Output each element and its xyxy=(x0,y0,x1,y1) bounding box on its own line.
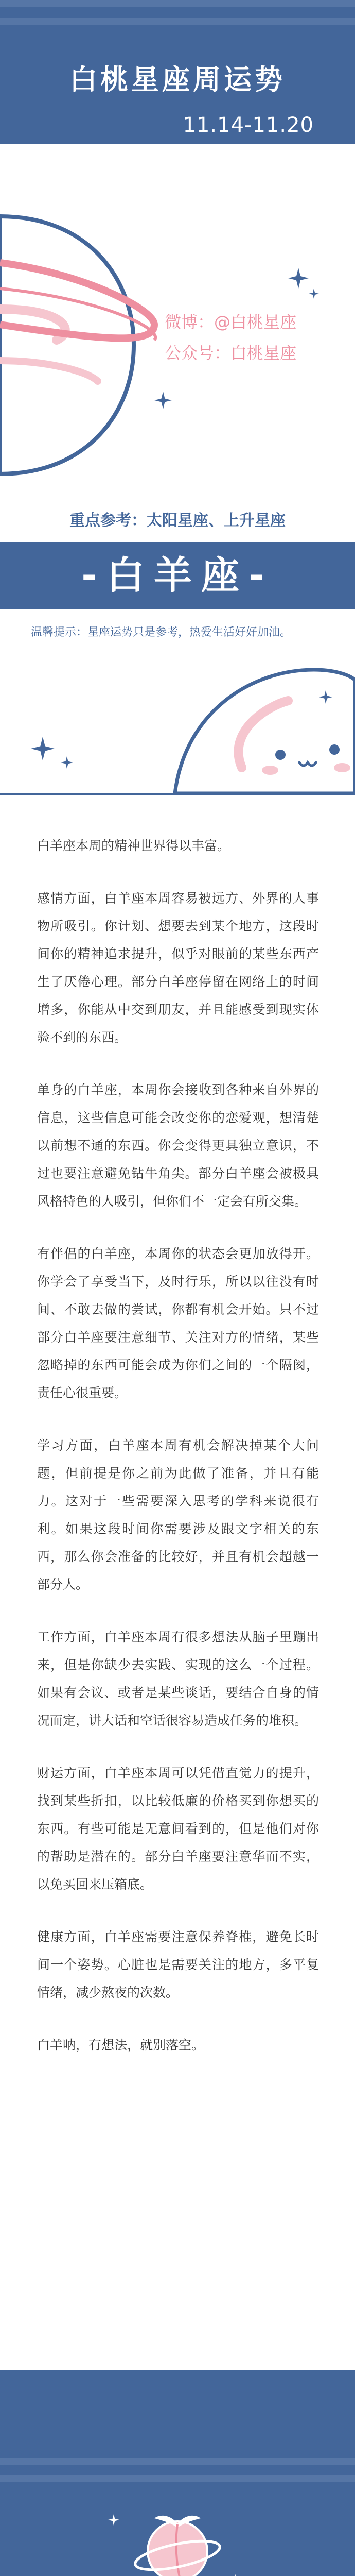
wechat-account: 公众号：白桃星座 xyxy=(165,343,297,363)
sparkle-icon xyxy=(154,392,172,409)
planet-icon xyxy=(0,155,165,515)
sparkle-icon xyxy=(309,289,319,299)
header-stripe xyxy=(0,0,355,7)
reference-note: 重点参考：太阳星座、上升星座 xyxy=(69,512,286,530)
paragraph-finance: 财运方面，白羊座本周可以凭借直觉力的提升，找到某些折扣，以比较低廉的价格买到你想买的东西。有些可能是无意间看到的，但是他们对你的帮助是潜在的。部分白羊座要注意华而不实，以免买回来压箱底。 xyxy=(37,1766,319,1892)
weibo-handle: 微博：@白桃星座 xyxy=(165,312,297,332)
paragraph-partnered: 有伴侣的白羊座，本周你的状态会更加放得开。你学会了享受当下，及时行乐，所以以往没有时间、不敢去做的尝试，你都有机会开始。只不过部分白羊座要注意细节、关注对方的情绪，某些忽略掉的东西可能会成为你们之间的一个隔阂，责任心很重要。 xyxy=(37,1246,319,1400)
sparkle-icon xyxy=(288,268,309,289)
sparkle-icon xyxy=(229,2574,242,2576)
peach-logo-icon xyxy=(134,2504,221,2576)
paragraph-work: 工作方面，白羊座本周有很多想法从脑子里蹦出来，但是你缺少去实践、实现的这么一个过程。如果有会议、或者是某些谈话，要结合自身的情况而定，讲大话和空话很容易造成任务的堆积。 xyxy=(37,1630,319,1728)
footer-stripe xyxy=(0,2458,355,2465)
sign-title: -白羊座- xyxy=(81,553,274,598)
sparkle-icon xyxy=(319,690,332,704)
paragraph-single: 单身的白羊座，本周你会接收到各种来自外界的信息，这些信息可能会改变你的恋爱观，想清楚以前想不通的东西。你会变得更具独立意识，不过也要注意避免钻牛角尖。部分白羊座会被极具风格特色的人吸引，但你们不一定会有所交集。 xyxy=(37,1082,319,1209)
sparkle-icon xyxy=(31,737,55,760)
paragraph-intro: 白羊座本周的精神世界得以丰富。 xyxy=(37,838,230,853)
notice-text: 温馨提示：星座运势只是参考，热爱生活好好加油。 xyxy=(31,626,292,639)
divider xyxy=(0,793,355,795)
article-body xyxy=(37,832,319,2084)
sparkle-icon xyxy=(108,2514,119,2526)
paragraph-study: 学习方面，白羊座本周有机会解决掉某个大问题，但前提是你之前为此做了准备，并且有能力。这对于一些需要深入思考的学科来说很有利。如果这段时间你需要涉及跟文字相关的东西，那么你会准备的比较好，并且有机会超越一部分人。 xyxy=(37,1438,319,1592)
paragraph-health: 健康方面，白羊座需要注意保养脊椎，避免长时间一个姿势。心脏也是需要关注的地方，多平复情绪，减少熬夜的次数。 xyxy=(37,1929,319,2000)
header-stripe xyxy=(0,18,355,25)
paragraph-love: 感情方面，白羊座本周容易被远方、外界的人事物所吸引。你计划、想要去到某个地方，这段时间你的精神追求提升，似乎对眼前的某些东西产生了厌倦心理。部分白羊座停留在网络上的时间增多，你能从中交到朋友，并且能感受到现实体验不到的东西。 xyxy=(37,891,319,1045)
smiling-planet-icon xyxy=(165,639,355,793)
footer-stripe xyxy=(0,2475,355,2482)
page-title: 白桃星座周运势 xyxy=(69,63,286,96)
bottom-wave xyxy=(0,2287,355,2370)
paragraph-closing: 白羊呐，有想法，就别落空。 xyxy=(37,2038,205,2053)
date-range: 11.14-11.20 xyxy=(183,113,314,137)
sparkle-icon xyxy=(61,756,73,769)
